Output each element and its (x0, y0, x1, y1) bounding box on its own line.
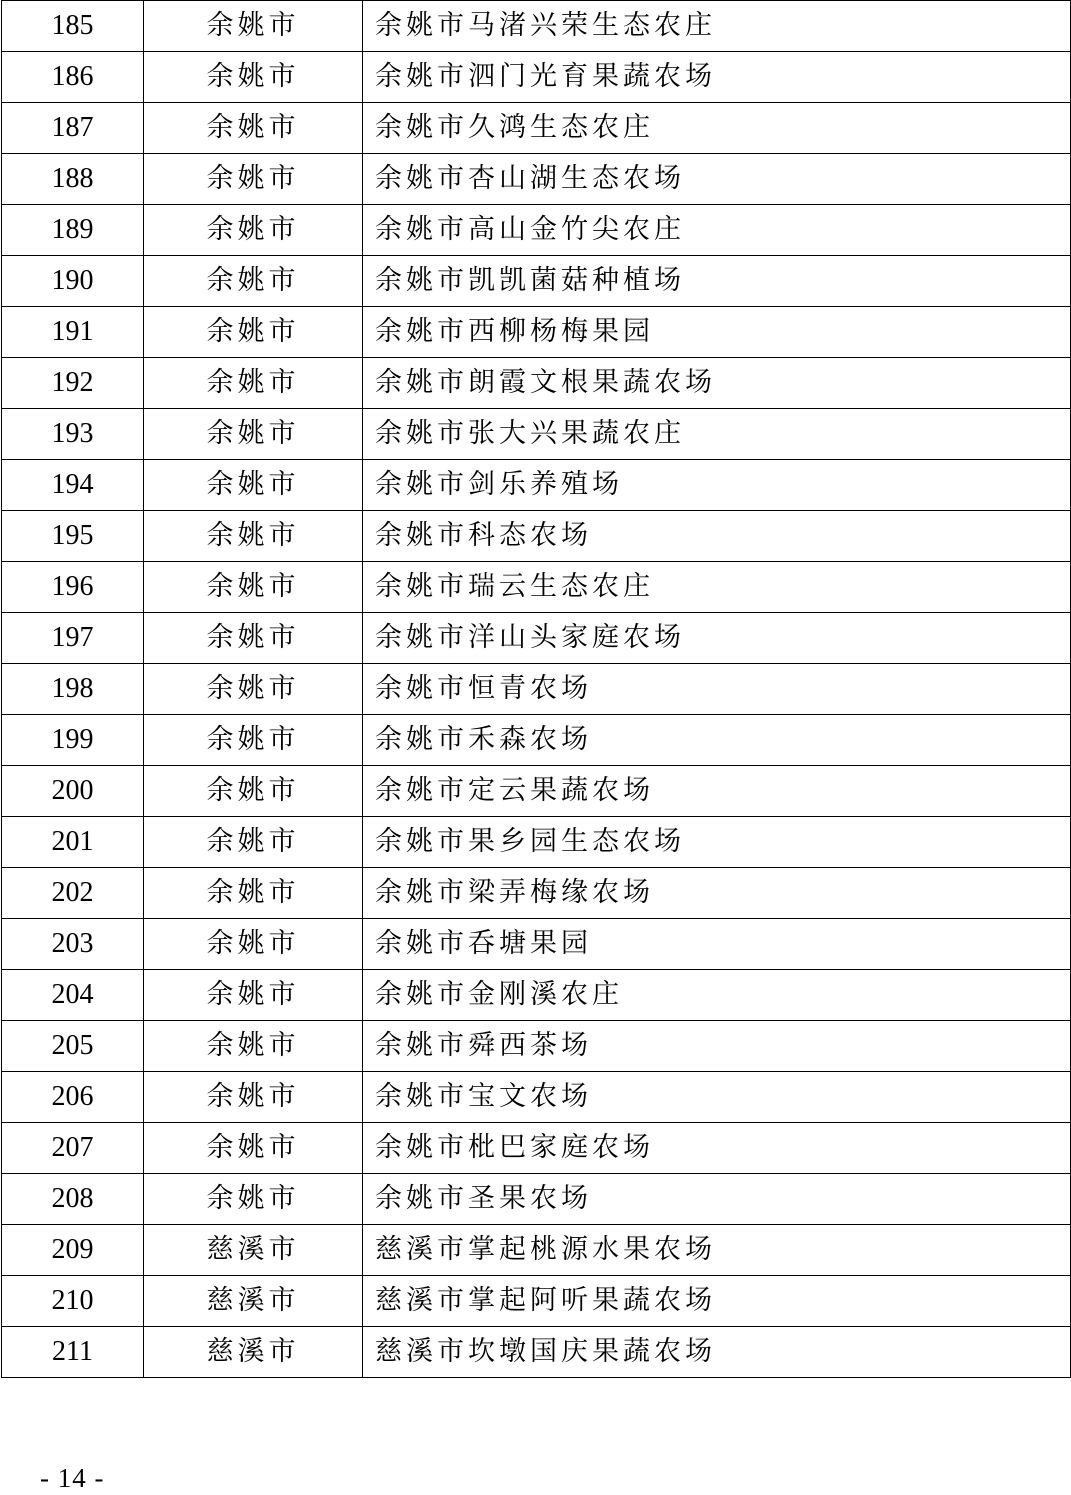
farm-name-cell: 慈溪市掌起阿听果蔬农场 (363, 1276, 1071, 1327)
row-number-cell: 198 (2, 664, 144, 715)
row-number-cell: 195 (2, 511, 144, 562)
table-row (2, 511, 1071, 562)
city-cell: 余姚市 (144, 1123, 363, 1174)
row-number-cell: 204 (2, 970, 144, 1021)
row-number-cell: 188 (2, 154, 144, 205)
farm-name-cell: 余姚市朗霞文根果蔬农场 (363, 358, 1071, 409)
city-cell: 余姚市 (144, 154, 363, 205)
row-number-cell: 190 (2, 256, 144, 307)
row-number-cell: 192 (2, 358, 144, 409)
row-number-cell: 197 (2, 613, 144, 664)
farm-list-table (1, 0, 1071, 1378)
row-number-cell: 194 (2, 460, 144, 511)
farm-name-cell: 余姚市杏山湖生态农场 (363, 154, 1071, 205)
row-number-cell: 186 (2, 52, 144, 103)
table-row (2, 562, 1071, 613)
farm-name-cell: 余姚市泗门光育果蔬农场 (363, 52, 1071, 103)
city-cell: 余姚市 (144, 970, 363, 1021)
farm-name-cell: 余姚市凯凯菌菇种植场 (363, 256, 1071, 307)
city-cell: 余姚市 (144, 511, 363, 562)
city-cell: 余姚市 (144, 1174, 363, 1225)
city-cell: 慈溪市 (144, 1225, 363, 1276)
farm-name-cell: 余姚市定云果蔬农场 (363, 766, 1071, 817)
row-number-cell: 187 (2, 103, 144, 154)
city-cell: 余姚市 (144, 715, 363, 766)
city-cell: 慈溪市 (144, 1327, 363, 1378)
table-row (2, 1327, 1071, 1378)
row-number-cell: 185 (2, 1, 144, 52)
table-row (2, 1225, 1071, 1276)
row-number-cell: 196 (2, 562, 144, 613)
table-row (2, 256, 1071, 307)
city-cell: 余姚市 (144, 52, 363, 103)
city-cell: 余姚市 (144, 409, 363, 460)
farm-name-cell: 余姚市果乡园生态农场 (363, 817, 1071, 868)
farm-name-cell: 余姚市马渚兴荣生态农庄 (363, 1, 1071, 52)
row-number-cell: 203 (2, 919, 144, 970)
farm-name-cell: 余姚市剑乐养殖场 (363, 460, 1071, 511)
row-number-cell: 209 (2, 1225, 144, 1276)
row-number-cell: 199 (2, 715, 144, 766)
city-cell: 余姚市 (144, 817, 363, 868)
farm-name-cell: 余姚市西柳杨梅果园 (363, 307, 1071, 358)
row-number-cell: 193 (2, 409, 144, 460)
city-cell: 余姚市 (144, 307, 363, 358)
table-row (2, 1, 1071, 52)
farm-name-cell: 余姚市瑞云生态农庄 (363, 562, 1071, 613)
farm-name-cell: 余姚市科态农场 (363, 511, 1071, 562)
city-cell: 余姚市 (144, 1, 363, 52)
city-cell: 余姚市 (144, 562, 363, 613)
table-row (2, 715, 1071, 766)
farm-name-cell: 慈溪市掌起桃源水果农场 (363, 1225, 1071, 1276)
table-row (2, 1174, 1071, 1225)
city-cell: 余姚市 (144, 1072, 363, 1123)
table-row (2, 766, 1071, 817)
row-number-cell: 189 (2, 205, 144, 256)
city-cell: 余姚市 (144, 868, 363, 919)
city-cell: 余姚市 (144, 358, 363, 409)
city-cell: 余姚市 (144, 460, 363, 511)
row-number-cell: 210 (2, 1276, 144, 1327)
table-row (2, 919, 1071, 970)
table-row (2, 307, 1071, 358)
city-cell: 余姚市 (144, 919, 363, 970)
table-row (2, 205, 1071, 256)
table-row (2, 664, 1071, 715)
city-cell: 余姚市 (144, 613, 363, 664)
farm-name-cell: 慈溪市坎墩国庆果蔬农场 (363, 1327, 1071, 1378)
table-row (2, 868, 1071, 919)
table-row (2, 460, 1071, 511)
farm-name-cell: 余姚市呑塘果园 (363, 919, 1071, 970)
table-row (2, 52, 1071, 103)
farm-name-cell: 余姚市久鸿生态农庄 (363, 103, 1071, 154)
table-row (2, 1021, 1071, 1072)
row-number-cell: 191 (2, 307, 144, 358)
farm-name-cell: 余姚市舜西茶场 (363, 1021, 1071, 1072)
city-cell: 余姚市 (144, 205, 363, 256)
table-row (2, 409, 1071, 460)
row-number-cell: 202 (2, 868, 144, 919)
row-number-cell: 206 (2, 1072, 144, 1123)
row-number-cell: 201 (2, 817, 144, 868)
row-number-cell: 208 (2, 1174, 144, 1225)
farm-name-cell: 余姚市梁弄梅缘农场 (363, 868, 1071, 919)
page-number: - 14 - (40, 1463, 105, 1493)
row-number-cell: 200 (2, 766, 144, 817)
city-cell: 余姚市 (144, 1021, 363, 1072)
farm-list-body (2, 1, 1071, 1378)
city-cell: 慈溪市 (144, 1276, 363, 1327)
farm-name-cell: 余姚市恒青农场 (363, 664, 1071, 715)
farm-name-cell: 余姚市张大兴果蔬农庄 (363, 409, 1071, 460)
farm-name-cell: 余姚市洋山头家庭农场 (363, 613, 1071, 664)
table-row (2, 103, 1071, 154)
row-number-cell: 207 (2, 1123, 144, 1174)
table-row (2, 613, 1071, 664)
farm-name-cell: 余姚市圣果农场 (363, 1174, 1071, 1225)
table-row (2, 1276, 1071, 1327)
city-cell: 余姚市 (144, 766, 363, 817)
city-cell: 余姚市 (144, 103, 363, 154)
row-number-cell: 205 (2, 1021, 144, 1072)
table-row (2, 970, 1071, 1021)
table-row (2, 1123, 1071, 1174)
row-number-cell: 211 (2, 1327, 144, 1378)
table-row (2, 817, 1071, 868)
farm-name-cell: 余姚市高山金竹尖农庄 (363, 205, 1071, 256)
city-cell: 余姚市 (144, 664, 363, 715)
table-row (2, 1072, 1071, 1123)
farm-name-cell: 余姚市金刚溪农庄 (363, 970, 1071, 1021)
farm-name-cell: 余姚市枇巴家庭农场 (363, 1123, 1071, 1174)
farm-name-cell: 余姚市宝文农场 (363, 1072, 1071, 1123)
farm-name-cell: 余姚市禾森农场 (363, 715, 1071, 766)
table-row (2, 358, 1071, 409)
table-row (2, 154, 1071, 205)
city-cell: 余姚市 (144, 256, 363, 307)
